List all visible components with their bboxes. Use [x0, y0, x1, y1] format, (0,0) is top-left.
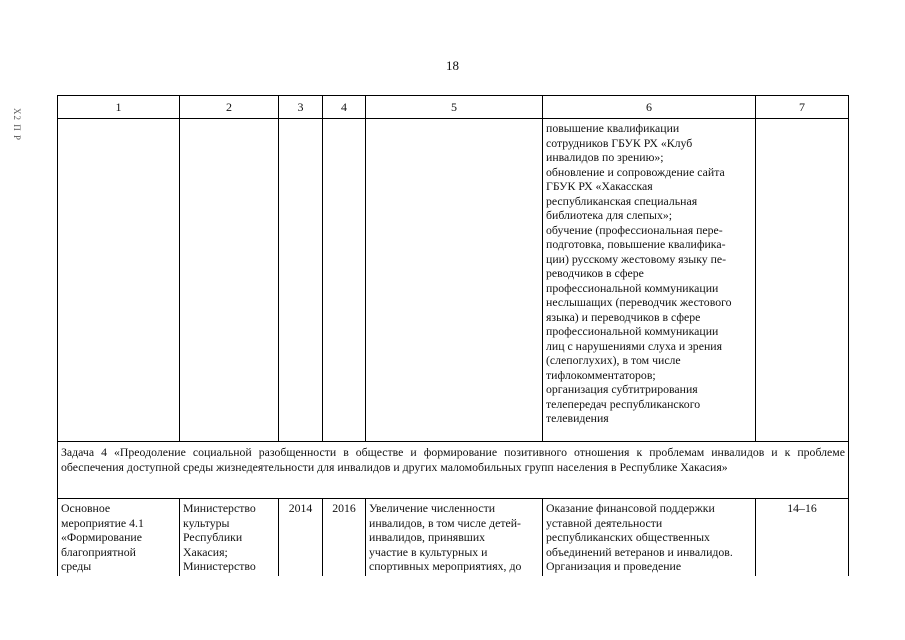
page-number: 18	[446, 58, 459, 73]
continuation-text: повышение квалификации сотрудников ГБУК РХ «Клуб инвалидов по зрению»; обновление и сопровождение сайта ГБУК РХ «Хакасская республиканская специальная библиотека для слепых»; обучение (профессиональная пере- подготовка, повышение квалифика- ции) русскому жестовому языку пе- реводчиков в сфере профессиональной коммуникации неслышащих (переводчик жестового языка) и переводчиков в сфере профессиональной коммуникации лиц с нарушениями слуха и зрения (слепоглухих), в том числе тифлокомментаторов; организация субтитрирования телепередач республиканского телевидения	[543, 119, 756, 442]
task-row	[58, 442, 849, 499]
continuation-row	[58, 119, 849, 442]
end-year: 2016	[323, 499, 366, 576]
start-year: 2014	[279, 499, 323, 576]
column-header: 6	[543, 96, 756, 119]
task-heading: Задача 4 «Преодоление социальной разобщенности в обществе и формирование позитивного отношения к проблемам инвалидов и к проблеме обеспечения доступной среды жизнедеятельности для инвалидов и других маломобильных групп населения в Республике Хакасия»	[58, 442, 849, 499]
column-header: 7	[756, 96, 849, 119]
program-table	[57, 95, 849, 576]
empty-cell	[58, 119, 180, 442]
activity-description: Оказание финансовой поддержки уставной деятельности республиканских общественных объединений ветеранов и инвалидов. Организация и проведение	[543, 499, 756, 576]
empty-cell	[756, 119, 849, 442]
header-row	[58, 96, 849, 119]
activity-name: Основное мероприятие 4.1 «Формирование благоприятной среды	[58, 499, 180, 576]
expected-result: Увеличение численности инвалидов, в том числе детей- инвалидов, принявших участие в культурных и спортивных мероприятиях, до	[366, 499, 543, 576]
empty-cell	[323, 119, 366, 442]
column-header: 4	[323, 96, 366, 119]
responsible-executor: Министерство культуры Республики Хакасия; Министерство	[180, 499, 279, 576]
column-header: 5	[366, 96, 543, 119]
column-header: 2	[180, 96, 279, 119]
empty-cell	[180, 119, 279, 442]
empty-cell	[279, 119, 323, 442]
column-header: 1	[58, 96, 180, 119]
indicator-reference: 14–16	[756, 499, 849, 576]
table-row	[58, 499, 849, 576]
empty-cell	[366, 119, 543, 442]
margin-note: Х2 П Р	[12, 108, 22, 142]
column-header: 3	[279, 96, 323, 119]
